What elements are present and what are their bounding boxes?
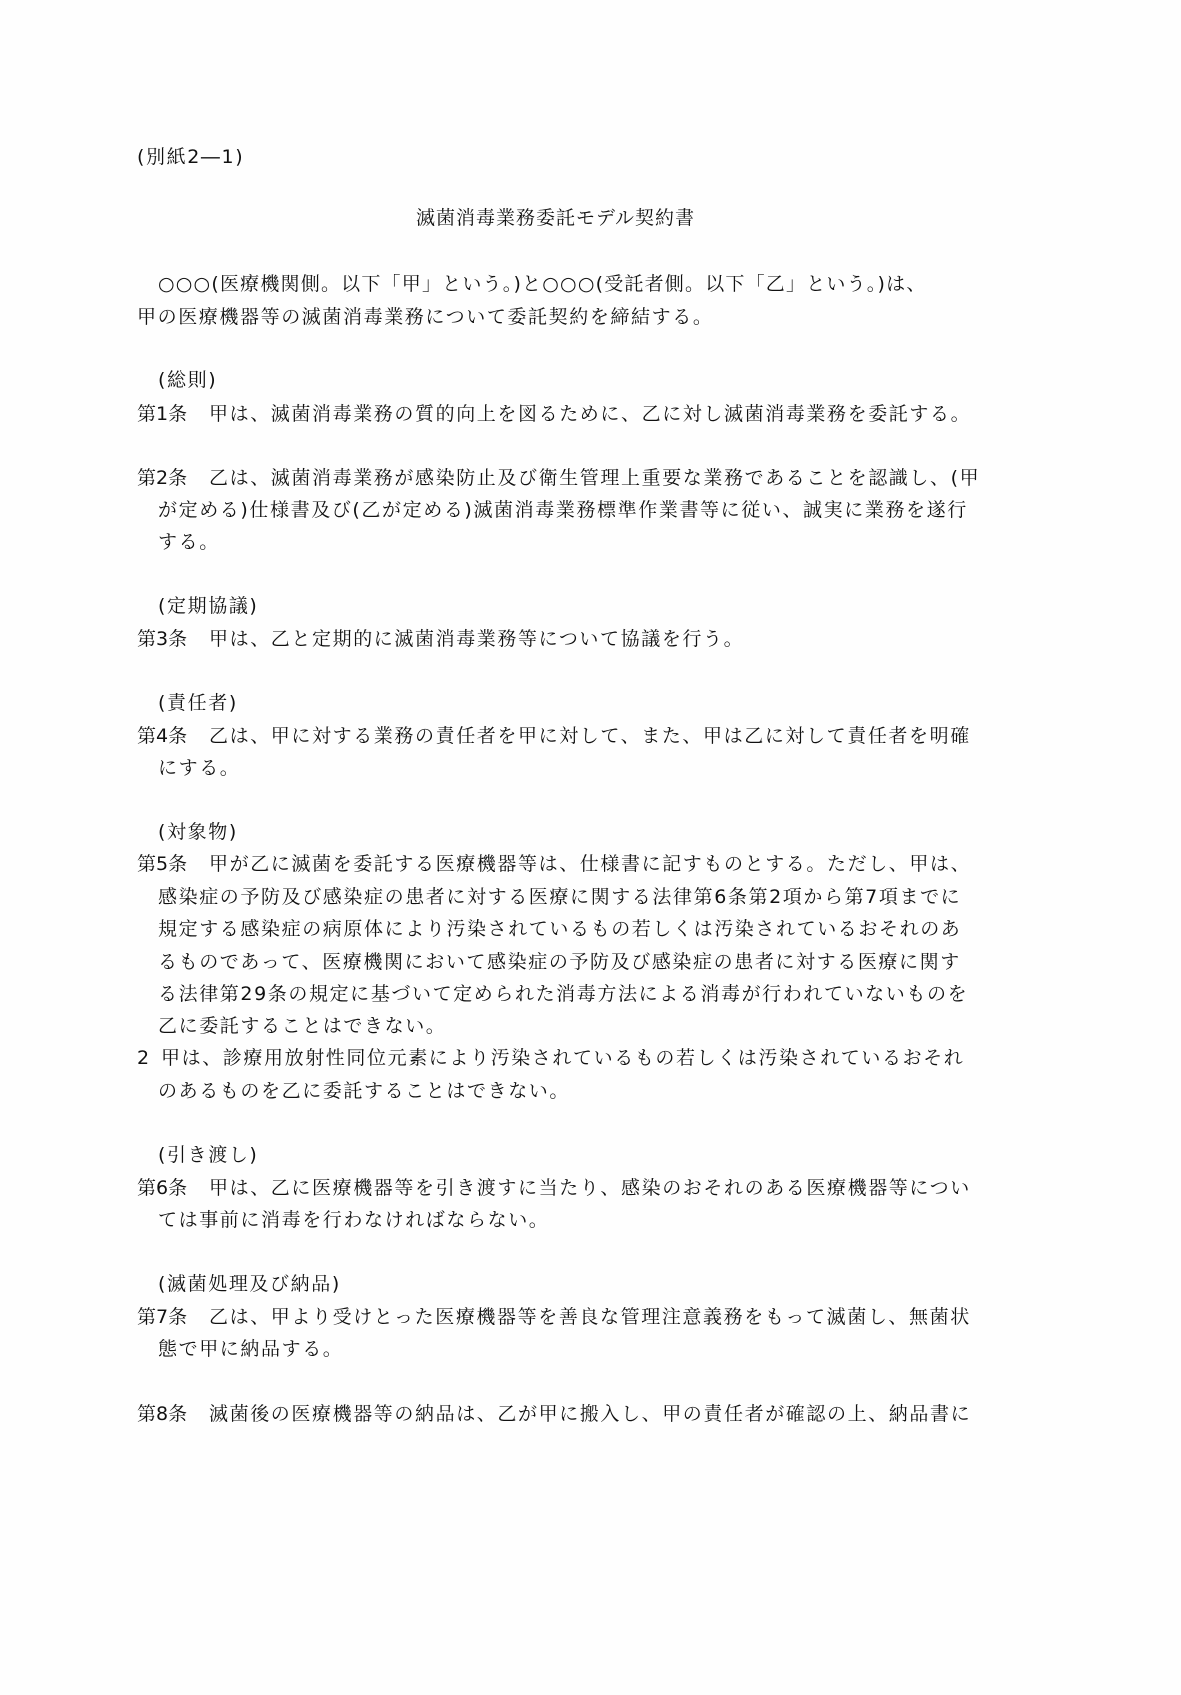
article-text-line: のあるものを乙に委託することはできない。 xyxy=(158,1080,571,1102)
article-number: 第8条 xyxy=(137,1403,188,1425)
article-number: 第7条 xyxy=(137,1306,188,1328)
article-5-paragraph-2 xyxy=(137,1046,964,1070)
article-5 xyxy=(137,852,971,876)
article-text-line: にする。 xyxy=(158,757,241,779)
article-text-line: 態で甲に納品する。 xyxy=(158,1338,344,1360)
article-number: 第4条 xyxy=(137,725,188,747)
article-number: 第2条 xyxy=(137,467,188,489)
article-text-line: する。 xyxy=(158,531,220,553)
section-heading: (総則) xyxy=(158,369,218,391)
article-text: 乙は、甲より受けとった医療機器等を善良な管理注意義務をもって滅菌し、無菌状 xyxy=(209,1306,971,1328)
article-text-line: 規定する感染症の病原体により汚染されているもの若しくは汚染されているおそれのあ xyxy=(158,918,962,940)
section-heading: (滅菌処理及び納品) xyxy=(158,1273,341,1295)
article-number: 第6条 xyxy=(137,1177,188,1199)
preamble-line: ○○○(医療機関側。以下「甲」という。)と○○○(受託者側。以下「乙」という。)は、 xyxy=(158,273,927,295)
section-heading: (定期協議) xyxy=(158,595,259,617)
attachment-label: (別紙2―1) xyxy=(137,146,245,168)
article-text: 乙は、滅菌消毒業務が感染防止及び衛生管理上重要な業務であることを認識し、(甲 xyxy=(209,467,981,489)
article-text-line: 乙に委託することはできない。 xyxy=(158,1015,447,1037)
section-heading: (責任者) xyxy=(158,692,238,714)
article-text-line: ては事前に消毒を行わなければならない。 xyxy=(158,1209,550,1231)
article-text-line: が定める)仕様書及び(乙が定める)滅菌消毒業務標準作業書等に従い、誠実に業務を遂行 xyxy=(158,499,968,521)
paragraph-number: 2 xyxy=(137,1047,150,1069)
section-heading: (引き渡し) xyxy=(158,1144,259,1166)
article-8 xyxy=(137,1402,971,1426)
paragraph-text: 甲は、診療用放射性同位元素により汚染されているもの若しくは汚染されているおそれ xyxy=(161,1047,965,1069)
article-text-line: るものであって、医療機関において感染症の予防及び感染症の患者に対する医療に関す xyxy=(158,951,961,973)
article-6 xyxy=(137,1176,971,1200)
article-text: 甲は、乙と定期的に滅菌消毒業務等について協議を行う。 xyxy=(209,628,745,650)
article-number: 第3条 xyxy=(137,628,188,650)
article-3 xyxy=(137,627,744,651)
article-text-line: 感染症の予防及び感染症の患者に対する医療に関する法律第6条第2項から第7項までに xyxy=(158,886,962,908)
article-1 xyxy=(137,402,971,426)
article-text: 滅菌後の医療機器等の納品は、乙が甲に搬入し、甲の責任者が確認の上、納品書に xyxy=(209,1403,972,1425)
article-text: 甲は、滅菌消毒業務の質的向上を図るために、乙に対し滅菌消毒業務を委託する。 xyxy=(209,403,972,425)
article-number: 第1条 xyxy=(137,403,188,425)
section-heading: (対象物) xyxy=(158,821,238,843)
article-number: 第5条 xyxy=(137,853,188,875)
article-text: 甲は、乙に医療機器等を引き渡すに当たり、感染のおそれのある医療機器等につい xyxy=(209,1177,971,1199)
article-text: 乙は、甲に対する業務の責任者を甲に対して、また、甲は乙に対して責任者を明確 xyxy=(209,725,971,747)
article-text: 甲が乙に滅菌を委託する医療機器等は、仕様書に記すものとする。ただし、甲は、 xyxy=(209,853,972,875)
article-2 xyxy=(137,466,980,490)
document-title: 滅菌消毒業務委託モデル契約書 xyxy=(416,207,696,229)
article-7 xyxy=(137,1305,971,1329)
preamble-line: 甲の医療機器等の滅菌消毒業務について委託契約を締結する。 xyxy=(137,306,714,328)
article-text-line: る法律第29条の規定に基づいて定められた消毒方法による消毒が行われていないものを xyxy=(158,983,969,1005)
article-4 xyxy=(137,724,971,748)
